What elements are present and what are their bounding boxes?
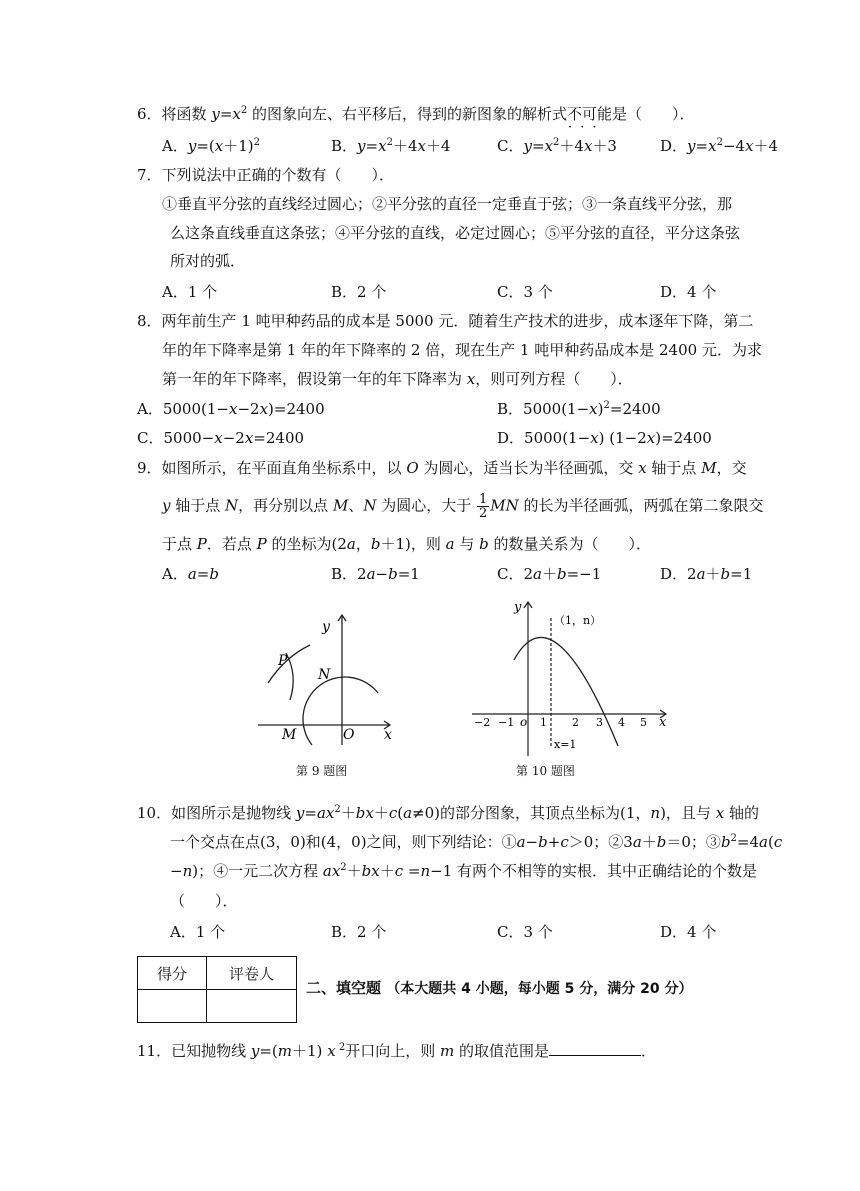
parabola [514,637,618,746]
q10-option-a: A．1 个 [170,923,226,941]
q7-line-3: 所对的弧． [170,252,246,270]
tick-label: 3 [596,716,603,729]
question-9-line-1: 9．如图所示，在平面直角坐标系中，以 O 为圆心，适当长为半径画弧，交 x 轴于点 M，交 [137,459,747,477]
fig10-y-label: y [514,600,522,615]
q9-option-b: B．2a−b=1 [331,565,420,583]
q6-option-d: D．$y=x^2-4x+4$ [660,137,779,155]
question-8-line-3: 第一年的年下降率，假设第一年的年下降率为 x，则可列方程（ ）． [162,370,633,388]
fig10-origin-label: o [520,715,528,729]
score-table [137,956,297,1023]
tick-label: 1 [540,716,547,729]
fig10-tick-labels [474,716,647,729]
q9-option-a: A．a=b [162,565,219,583]
emphasis-dots: 不可能 · · · [567,105,612,123]
arc-from-n [268,645,310,683]
fig9-o-label: O [343,727,355,743]
fig10-axis-label: x=1 [554,738,577,751]
tick-label: −2 [474,716,491,729]
score-cell[interactable] [138,990,207,1023]
answer-blank[interactable] [549,1041,641,1056]
q8-option-c: C．5000−x−2x=2400 [137,429,305,447]
q7-option-a: A．1 个 [162,283,218,301]
q6-option-c: C．$y=x^2+4x+3$ [497,137,617,155]
q6-option-a: A．$y=(x+1)^2$ [162,137,260,155]
grader-cell[interactable] [207,990,297,1023]
tick-label: 2 [572,716,579,729]
figure-10-caption: 第 10 题图 [516,764,575,778]
center-arc [303,677,378,745]
fig9-p-label: P [278,653,288,669]
figure-9 [250,605,410,750]
question-10-line-2: 一个交点在点(3，0)和(4，0)之间，则下列结论：①a−b+c＞0；②3a＋b＝0；$③b^2=4a(c$ [170,833,783,851]
question-7-stem: 7．下列说法中正确的个数有（ ）． [137,166,395,184]
question-6-stem: 6．将函数 $y=x^2$ 的图象向左、右平移后，得到的新图象的解析式不可能 · · ·是（ ）． [137,103,695,125]
fig9-m-label: M [282,727,297,743]
question-11: 11．已知抛物线 y=(m＋1) x $^2$开口向上，则 m 的取值范围是 ． [137,1042,657,1060]
fig10-vertex-label: （1，n） [554,614,602,627]
fig9-x-label: x [384,727,392,743]
q7-line-1: ①垂直平分弦的直线经过圆心；②平分弦的直径一定垂直于弦；③一条直线平分弦，那 [162,195,733,213]
q8-option-b: B．$5000(1-x)^2=2400$ [497,400,661,418]
q9-option-d: D．2a＋b=1 [660,565,753,583]
q6-option-b: B．$y=x^2+4x+4$ [331,137,451,155]
fig9-y-label: y [322,619,330,635]
q10-option-c: C．3 个 [497,923,553,941]
question-9-line-2: y 轴于点 N，再分别以点 M、N 为圆心，大于 $\frac{1}{2}$ MN 的长为半径画弧，两弧在第二象限交 [162,492,764,521]
q7-option-d: D．4 个 [660,283,717,301]
q8-option-a: A．5000(1−x−2x)=2400 [137,400,325,418]
q10-option-d: D．4 个 [660,923,717,941]
tick-label: 5 [640,716,647,729]
figure-9-caption: 第 9 题图 [296,764,348,778]
q10-option-b: B．2 个 [331,923,387,941]
tick-label: 4 [618,716,625,729]
question-10-line-1: 10．如图所示是抛物线 $y=ax^2+bx+c(a\ne 0)$的部分图象，其顶点坐标为(1，n)，且与 x 轴的 [137,804,759,822]
q8-option-d: D．5000(1−x) (1−2x)=2400 [497,429,712,447]
score-header: 得分 [138,957,207,990]
question-10-line-4: （ ）． [170,892,238,910]
figure-10 [468,596,673,761]
question-8-line-1: 8．两年前生产 1 吨甲种药品的成本是 5000 元．随着生产技术的进步，成本逐年下降，第二 [137,312,754,330]
grader-header: 评卷人 [207,957,297,990]
q7-line-2: 么这条直线垂直这条弦；④平分弦的直线，必定过圆心；⑤平分弦的直径，平分这条弦 [170,224,741,242]
fig9-n-label: N [318,667,331,683]
q7-option-b: B．2 个 [331,283,387,301]
fig10-x-label: x [659,715,667,730]
tick-label: −1 [498,716,515,729]
q7-option-c: C．3 个 [497,283,553,301]
q9-option-c: C．2a＋b=−1 [497,565,602,583]
question-10-line-3: −n)；④一元二次方程 $ax^2+bx+c =n-1$ 有两个不相等的实根．其中正确结论的个数是 [170,862,758,880]
fraction-one-half: $\frac{1}{2}$ [478,492,488,521]
question-8-line-2: 年的年下降率是第 1 年的年下降率的 2 倍，现在生产 1 吨甲种药品成本是 2400 元．为求 [162,341,762,359]
question-9-line-3: 于点 P．若点 P 的坐标为(2a，b＋1)，则 a 与 b 的数量关系为（ ）． [162,535,652,553]
section-2-heading: 二、填空题 （本大题共 4 小题，每小题 5 分，满分 20 分） [306,979,693,997]
